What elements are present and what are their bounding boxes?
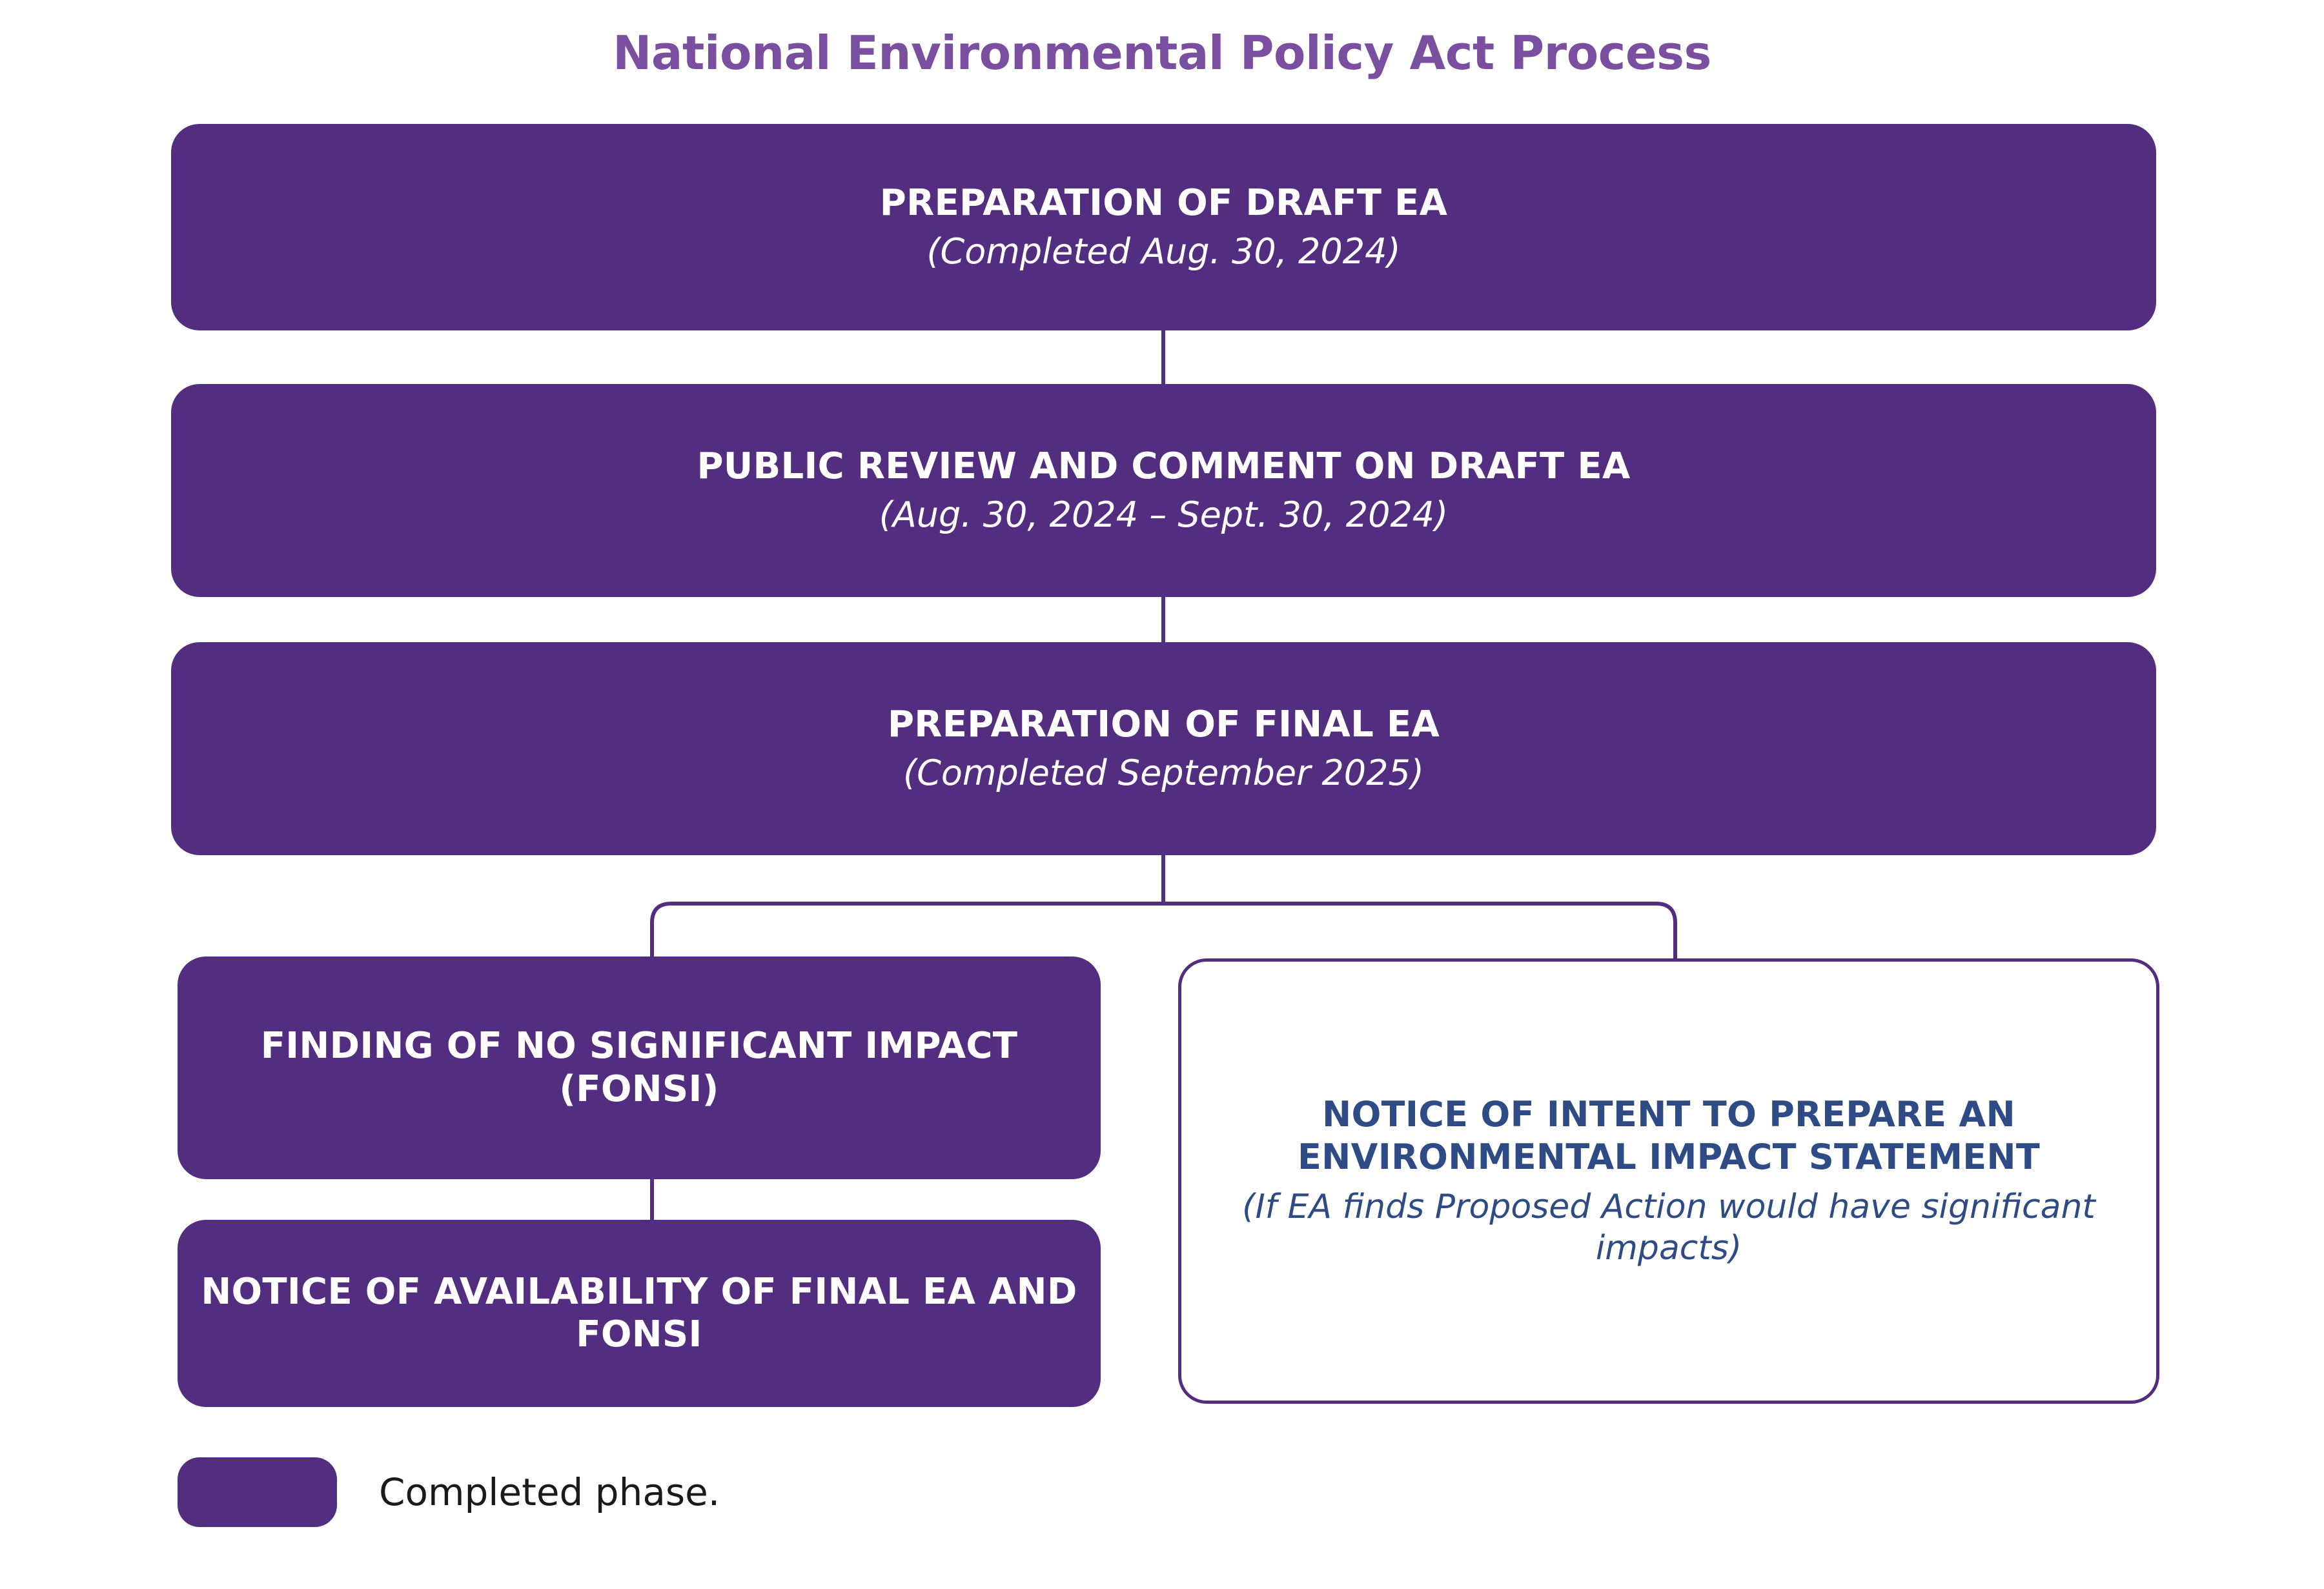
legend-label: Completed phase. (379, 1470, 720, 1514)
completed-phase-swatch (178, 1457, 337, 1527)
node-label: FINDING OF NO SIGNIFICANT IMPACT (FONSI) (260, 1025, 1018, 1110)
node-sublabel: (Aug. 30, 2024 – Sept. 30, 2024) (879, 494, 1449, 536)
node-preparation-of-draft-ea (171, 124, 2156, 330)
node-public-review-and-comment (171, 384, 2156, 597)
node-notice-of-availability (178, 1220, 1101, 1407)
legend (178, 1457, 720, 1527)
node-sublabel: (If EA finds Proposed Action would have significant impacts) (1242, 1188, 2095, 1268)
node-label: PREPARATION OF FINAL EA (887, 703, 1440, 746)
node-preparation-of-final-ea (171, 642, 2156, 855)
node-label: NOTICE OF AVAILABILITY OF FINAL EA AND FONSI (201, 1270, 1077, 1355)
node-finding-of-no-significant-impact (178, 956, 1101, 1179)
node-sublabel: (Completed September 2025) (903, 753, 1424, 794)
node-label: PUBLIC REVIEW AND COMMENT ON DRAFT EA (697, 445, 1631, 488)
node-notice-of-intent (1178, 958, 2159, 1404)
node-label: PREPARATION OF DRAFT EA (879, 182, 1448, 225)
node-sublabel: (Completed Aug. 30, 2024) (926, 231, 1401, 272)
node-label: NOTICE OF INTENT TO PREPARE AN ENVIRONMENTAL IMPACT STATEMENT (1297, 1093, 2041, 1177)
page-title: National Environmental Policy Act Process (613, 26, 1711, 80)
